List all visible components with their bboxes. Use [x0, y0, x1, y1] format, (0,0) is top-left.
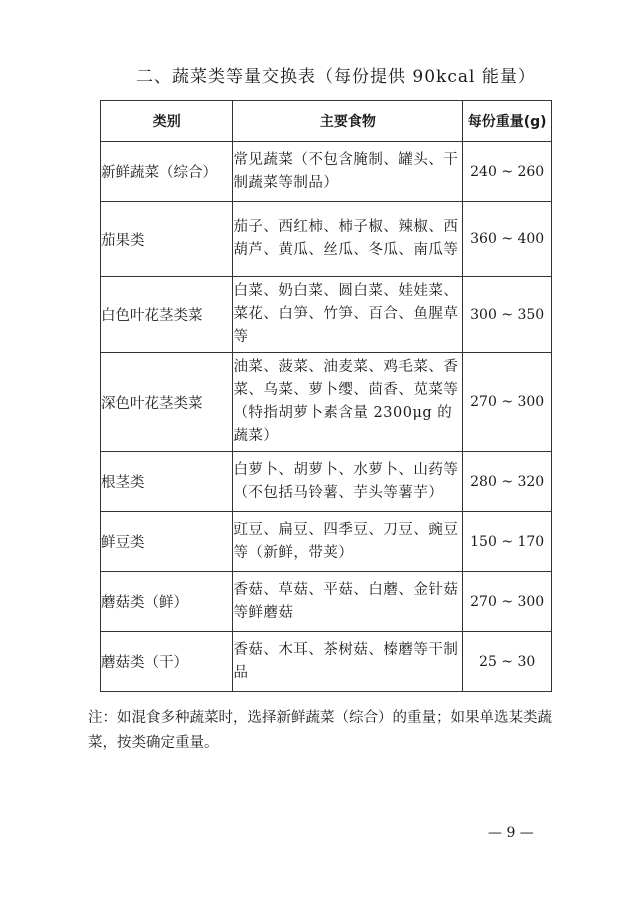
foods-cell: 白萝卜、胡萝卜、水萝卜、山药等（不包括马铃薯、芋头等薯芋）: [233, 452, 463, 512]
weight-cell: 240 ~ 260: [463, 142, 552, 202]
foods-cell: 油菜、菠菜、油麦菜、鸡毛菜、香菜、乌菜、萝卜缨、茴香、苋菜等（特指胡萝卜素含量 2300μg 的蔬菜）: [233, 353, 463, 452]
vegetable-exchange-table: [100, 100, 552, 692]
header-category: 类别: [101, 101, 233, 142]
table-row: [101, 277, 552, 353]
table-row: [101, 452, 552, 512]
category-cell: 茄果类: [101, 202, 233, 277]
table-row: [101, 572, 552, 632]
weight-cell: 360 ~ 400: [463, 202, 552, 277]
weight-cell: 270 ~ 300: [463, 353, 552, 452]
table-row: [101, 512, 552, 572]
weight-cell: 270 ~ 300: [463, 572, 552, 632]
page-number: — 9 —: [488, 825, 534, 841]
category-cell: 蘑菇类（干）: [101, 632, 233, 692]
table-title: 二、蔬菜类等量交换表（每份提供 90kcal 能量）: [136, 67, 536, 87]
foods-cell: 香菇、草菇、平菇、白蘑、金针菇等鲜蘑菇: [233, 572, 463, 632]
table-note: 注：如混食多种蔬菜时，选择新鲜蔬菜（综合）的重量；如果单选某类蔬菜，按类确定重量。: [88, 710, 552, 751]
foods-cell: 常见蔬菜（不包含腌制、罐头、干制蔬菜等制品）: [233, 142, 463, 202]
weight-cell: 150 ~ 170: [463, 512, 552, 572]
foods-cell: 豇豆、扁豆、四季豆、刀豆、豌豆等（新鲜，带荚）: [233, 512, 463, 572]
category-cell: 根茎类: [101, 452, 233, 512]
category-cell: 白色叶花茎类菜: [101, 277, 233, 353]
category-cell: 蘑菇类（鲜）: [101, 572, 233, 632]
header-main-foods: 主要食物: [233, 101, 463, 142]
table-header-row: [101, 101, 552, 142]
foods-cell: 白菜、奶白菜、圆白菜、娃娃菜、菜花、白笋、竹笋、百合、鱼腥草等: [233, 277, 463, 353]
table-row: [101, 632, 552, 692]
foods-cell: 香菇、木耳、茶树菇、榛蘑等干制品: [233, 632, 463, 692]
category-cell: 新鲜蔬菜（综合）: [101, 142, 233, 202]
table-row: [101, 353, 552, 452]
weight-cell: 300 ~ 350: [463, 277, 552, 353]
foods-cell: 茄子、西红柿、柿子椒、辣椒、西葫芦、黄瓜、丝瓜、冬瓜、南瓜等: [233, 202, 463, 277]
category-cell: 深色叶花茎类菜: [101, 353, 233, 452]
category-cell: 鲜豆类: [101, 512, 233, 572]
weight-cell: 25 ~ 30: [463, 632, 552, 692]
weight-cell: 280 ~ 320: [463, 452, 552, 512]
table-row: [101, 142, 552, 202]
header-weight: 每份重量(g): [463, 101, 552, 142]
table-row: [101, 202, 552, 277]
